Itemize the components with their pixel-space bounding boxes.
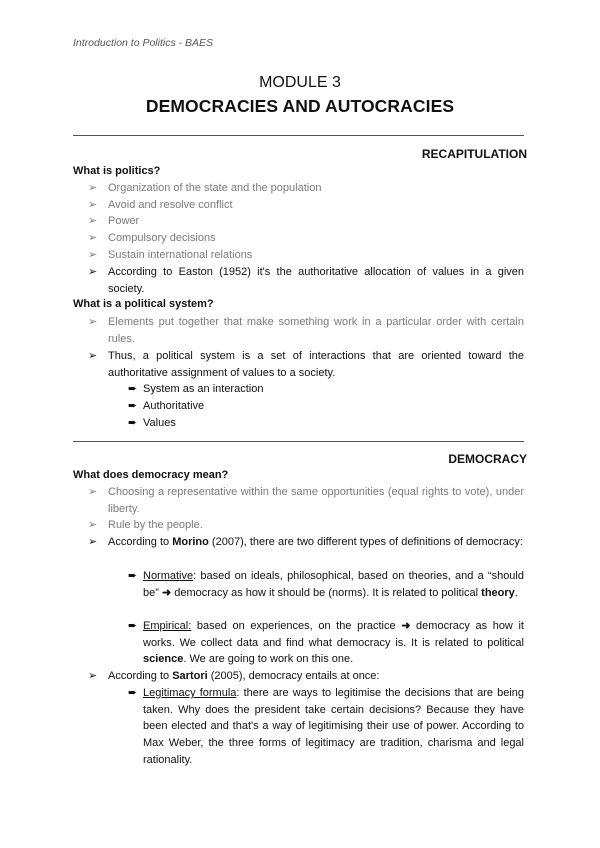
arrow-bullet-icon: ➢ xyxy=(88,519,98,531)
list-item: ➢ According to Easton (1952) it's the authoritative allocation of values in a given society. xyxy=(88,266,524,295)
sub-arrow-bullet-icon: ➨ xyxy=(128,383,138,395)
sub-arrow-bullet-icon: ➨ xyxy=(128,400,138,412)
running-header: Introduction to Politics - BAES xyxy=(73,37,214,49)
arrow-right-icon: ➜ xyxy=(401,620,411,632)
question-political-system: What is a political system? xyxy=(73,298,214,310)
arrow-bullet-icon: ➢ xyxy=(88,670,98,682)
arrow-bullet-icon: ➢ xyxy=(88,266,98,278)
list-item: ➢ Thus, a political system is a set of interactions that are oriented toward the authoritative assignment of values to a society. xyxy=(88,350,524,379)
arrow-bullet-icon: ➢ xyxy=(88,486,98,498)
list-item: ➢ Elements put together that make something work in a particular order with certain rules. xyxy=(88,316,524,345)
divider xyxy=(73,135,524,136)
list-item: ➢ Compulsory decisions xyxy=(73,230,524,247)
arrow-bullet-icon: ➢ xyxy=(88,199,98,211)
sub-list-item: ➨ Authoritative xyxy=(108,398,524,415)
section-heading-democracy: DEMOCRACY xyxy=(448,452,527,466)
module-label: MODULE 3 xyxy=(259,74,341,91)
sub-arrow-bullet-icon: ➨ xyxy=(128,570,138,582)
arrow-bullet-icon: ➢ xyxy=(88,536,98,548)
sub-arrow-bullet-icon: ➨ xyxy=(128,687,138,699)
list-item: ➢ Organization of the state and the population xyxy=(73,180,524,197)
sub-list-item: ➨ Values xyxy=(108,415,524,432)
list-item: ➢ Sustain international relations xyxy=(73,247,524,264)
list-item: ➢ Power xyxy=(73,213,524,230)
sub-list-item: ➨ System as an interaction xyxy=(108,381,524,398)
list-item: ➢ Avoid and resolve conflict xyxy=(73,197,524,214)
divider xyxy=(73,441,524,442)
page-title: DEMOCRACIES AND AUTOCRACIES xyxy=(145,96,455,116)
question-democracy: What does democracy mean? xyxy=(73,469,229,481)
section-heading-recap: RECAPITULATION xyxy=(421,147,527,161)
sub-list-item-normative: ➨ Normative: based on ideals, philosophical, based on theories, and a “should be” ➜ democracy as how it should be (norms). It is related to political theory. xyxy=(128,570,524,599)
arrow-bullet-icon: ➢ xyxy=(88,182,98,194)
arrow-bullet-icon: ➢ xyxy=(88,316,98,328)
list-item-morino: ➢ According to Morino (2007), there are two different types of definitions of democracy: xyxy=(73,534,524,551)
arrow-bullet-icon: ➢ xyxy=(88,215,98,227)
arrow-right-icon: ➜ xyxy=(161,586,172,599)
arrow-bullet-icon: ➢ xyxy=(88,350,98,362)
sub-arrow-bullet-icon: ➨ xyxy=(128,620,138,632)
sub-arrow-bullet-icon: ➨ xyxy=(128,417,138,429)
arrow-bullet-icon: ➢ xyxy=(88,249,98,261)
arrow-bullet-icon: ➢ xyxy=(88,232,98,244)
question-politics: What is politics? xyxy=(73,165,161,177)
list-item: ➢ Choosing a representative within the same opportunities (equal rights to vote), under liberty. xyxy=(88,486,524,515)
sub-list-item-legitimacy: ➨ Legitimacy formula: there are ways to legitimise the decisions that are being taken. Why does the president take certain decisions? Because they have been elected and that's a way of legitimising their use of power. According to Max Weber, the three forms of legitimacy are tradition, charisma and legal rationality. xyxy=(128,687,524,766)
list-item: ➢ Rule by the people. xyxy=(73,517,524,534)
sub-list-item-empirical: ➨ Empirical: based on experiences, on the practice ➜ democracy as how it works. We collect data and find what democracy is. It is related to political science. We are going to work on this one. xyxy=(128,620,524,666)
list-item-sartori: ➢ According to Sartori (2005), democracy entails at once: xyxy=(73,668,524,685)
